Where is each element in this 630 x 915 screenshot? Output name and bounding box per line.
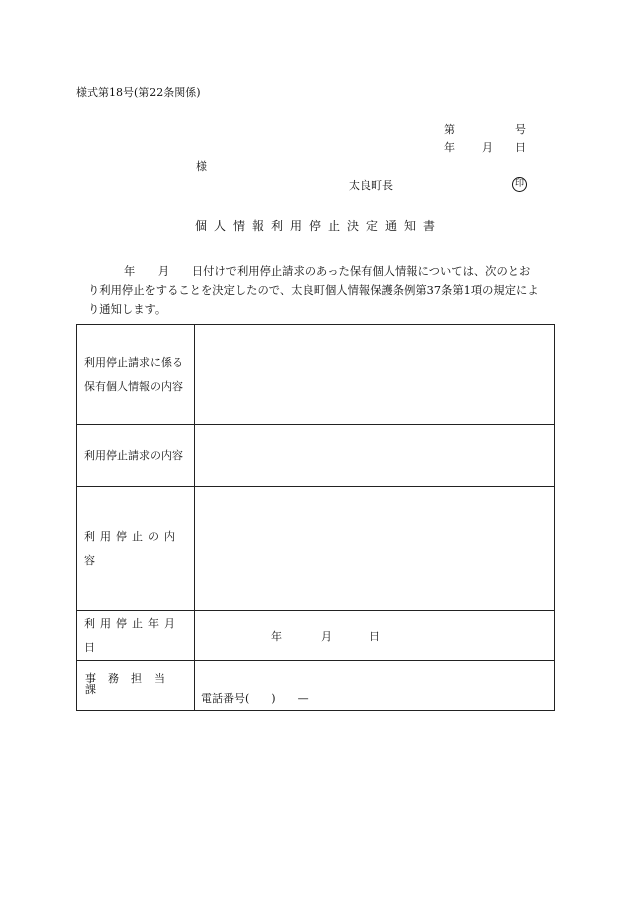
issue-date-day: 日 <box>515 141 526 154</box>
suspension-content-label: 利用停止の内容 <box>84 529 180 567</box>
body-line-1: 年 月 日付けで利用停止請求のあった保有個人情報については、次のとお <box>124 265 531 278</box>
form-number: 様式第18号(第22条関係) <box>76 86 201 99</box>
body-line-2: り利用停止をすることを決定したので、太良町個人情報保護条例第37条第1項の規定によ <box>88 284 539 297</box>
suspension-date-label-cell <box>77 611 195 661</box>
table-row <box>77 611 555 661</box>
suspension-date-value-cell[interactable] <box>195 611 555 661</box>
table-row <box>77 325 555 425</box>
suspension-content-label-cell <box>77 487 195 611</box>
department-label: 事務担当課 <box>85 672 177 696</box>
document-title: 個人情報利用停止決定通知書 <box>194 219 442 233</box>
seal-icon: 印 <box>512 177 527 192</box>
department-value-cell[interactable] <box>195 661 555 711</box>
suspension-date-day: 日 <box>369 629 380 643</box>
suspension-date-label: 利用停止年月日 <box>84 616 180 654</box>
issue-date-year: 年 <box>444 141 455 154</box>
table-row <box>77 487 555 611</box>
addressee-honorific: 様 <box>196 160 207 173</box>
requested-info-label-line-1: 利用停止請求に係る <box>84 355 183 369</box>
request-content-label-cell <box>77 425 195 487</box>
body-line-3: り通知します。 <box>88 303 167 316</box>
document-number-prefix: 第 <box>444 123 455 136</box>
suspension-content-value-cell[interactable] <box>195 487 555 611</box>
document-number-suffix: 号 <box>515 123 526 136</box>
requested-info-label-cell <box>77 325 195 425</box>
suspension-date-year: 年 <box>271 629 282 643</box>
table-row <box>77 425 555 487</box>
department-label-cell <box>77 661 195 711</box>
requested-info-label-line-2: 保有個人情報の内容 <box>84 379 183 393</box>
body-paragraph <box>76 262 560 319</box>
suspension-date-month: 月 <box>321 629 332 643</box>
table-row <box>77 661 555 711</box>
issue-date-month: 月 <box>482 141 493 154</box>
decision-details-table <box>76 324 555 711</box>
issuer-title: 太良町長 <box>349 179 393 192</box>
request-content-value-cell[interactable] <box>195 425 555 487</box>
requested-info-value-cell[interactable] <box>195 325 555 425</box>
request-content-label: 利用停止請求の内容 <box>84 448 183 462</box>
phone-number-field: 電話番号( ) — <box>201 692 309 705</box>
